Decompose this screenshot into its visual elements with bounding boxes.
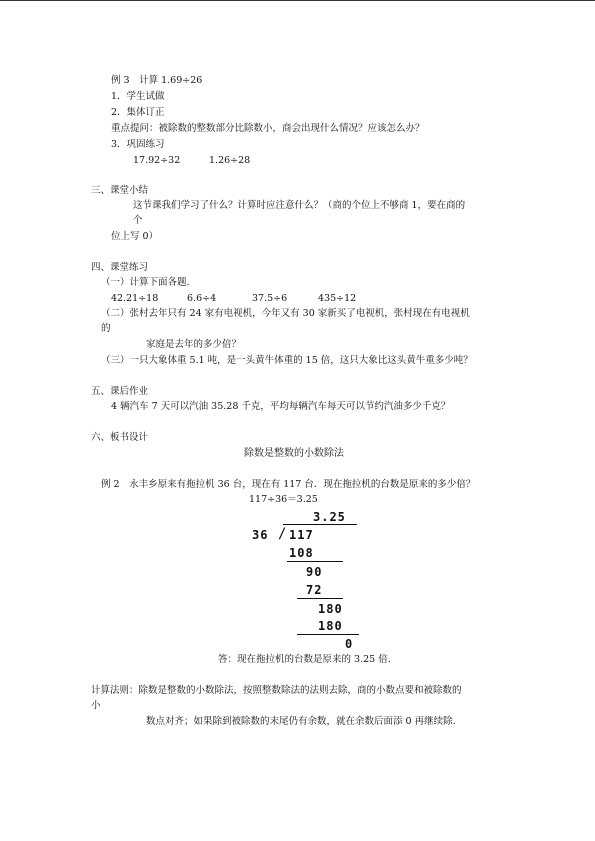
division-row: 180 xyxy=(318,619,343,633)
practice-part-3: （三）一只大象体重 5.1 吨，是一头黄牛体重的 15 倍，这只大象比这头黄牛重多少吨？ xyxy=(101,355,473,366)
key-question: 重点提问：被除数的整数部分比除数小，商会出现什么情况？应该怎么办？ xyxy=(111,123,425,134)
practice-part-2: （二）张村去年只有 24 家有电视机，今年又有 30 家新买了电视机，张村现在有电视机 xyxy=(101,308,470,319)
step-1: 1．学生试做 xyxy=(111,91,165,102)
homework-text: 4 辆汽车 7 天可以汽油 35.28 千克，平均每辆汽车每天可以节约汽油多少千克？ xyxy=(111,401,451,412)
division-bracket-top xyxy=(283,524,357,525)
rule-line: 计算法则：除数是整数的小数除法，按照整数除法的法则去除，商的小数点要和被除数的 xyxy=(91,685,462,696)
practice-problem: 435÷12 xyxy=(318,293,357,304)
practice-heading: 四、课堂练习 xyxy=(91,262,149,273)
division-divisor: 36 xyxy=(252,528,269,542)
division-equation: 117÷36＝3.25 xyxy=(249,494,318,505)
summary-line: 个 xyxy=(133,215,143,226)
division-line xyxy=(297,598,343,599)
answer-text: 答：现在拖拉机的台数是原来的 3.25 倍. xyxy=(218,654,391,665)
summary-heading: 三、课堂小结 xyxy=(91,185,149,196)
rule-line: 数点对齐；如果除到被除数的末尾仍有余数，就在余数后面添 0 再继续除. xyxy=(146,716,456,727)
division-line xyxy=(297,634,359,635)
division-row: 90 xyxy=(306,565,323,579)
division-row: 180 xyxy=(318,602,343,616)
practice-problem: 37.5÷6 xyxy=(252,293,288,304)
example3-title: 例 3 计算 1.69÷26 xyxy=(111,75,203,86)
division-bracket: / xyxy=(278,526,288,542)
division-quotient: 3.25 xyxy=(313,510,346,524)
exercise-a: 17.92÷32 xyxy=(133,155,181,166)
exercise-b: 1.26÷28 xyxy=(209,155,251,166)
summary-line: 这节课我们学习了什么？计算时应注意什么？（商的个位上不够商 1，要在商的 xyxy=(133,200,466,211)
step-3: 3．巩固练习 xyxy=(111,139,165,150)
division-dividend: 117 xyxy=(289,528,314,542)
practice-problem: 42.21÷18 xyxy=(111,293,159,304)
practice-problem: 6.6÷4 xyxy=(187,293,217,304)
rule-line: 小 xyxy=(91,700,101,711)
step-2: 2．集体订正 xyxy=(111,107,165,118)
summary-line: 位上写 0） xyxy=(111,231,159,242)
practice-part-2: 家庭是去年的多少倍？ xyxy=(146,339,242,350)
board-title: 除数是整数的小数除法 xyxy=(244,448,344,459)
board-heading: 六、板书设计 xyxy=(91,432,149,443)
example2-text: 例 2 永丰乡原来有拖拉机 36 台，现在有 117 台．现在拖拉机的台数是原来的多少倍？ xyxy=(101,479,476,490)
division-row: 108 xyxy=(289,546,314,560)
division-row: 72 xyxy=(306,583,323,597)
top-rule xyxy=(0,0,595,1)
homework-heading: 五、课后作业 xyxy=(91,386,149,397)
practice-part-2: 的 xyxy=(101,323,111,334)
practice-part-1: （一）计算下面各题. xyxy=(101,277,190,288)
division-line xyxy=(287,561,343,562)
division-remainder: 0 xyxy=(345,637,354,651)
